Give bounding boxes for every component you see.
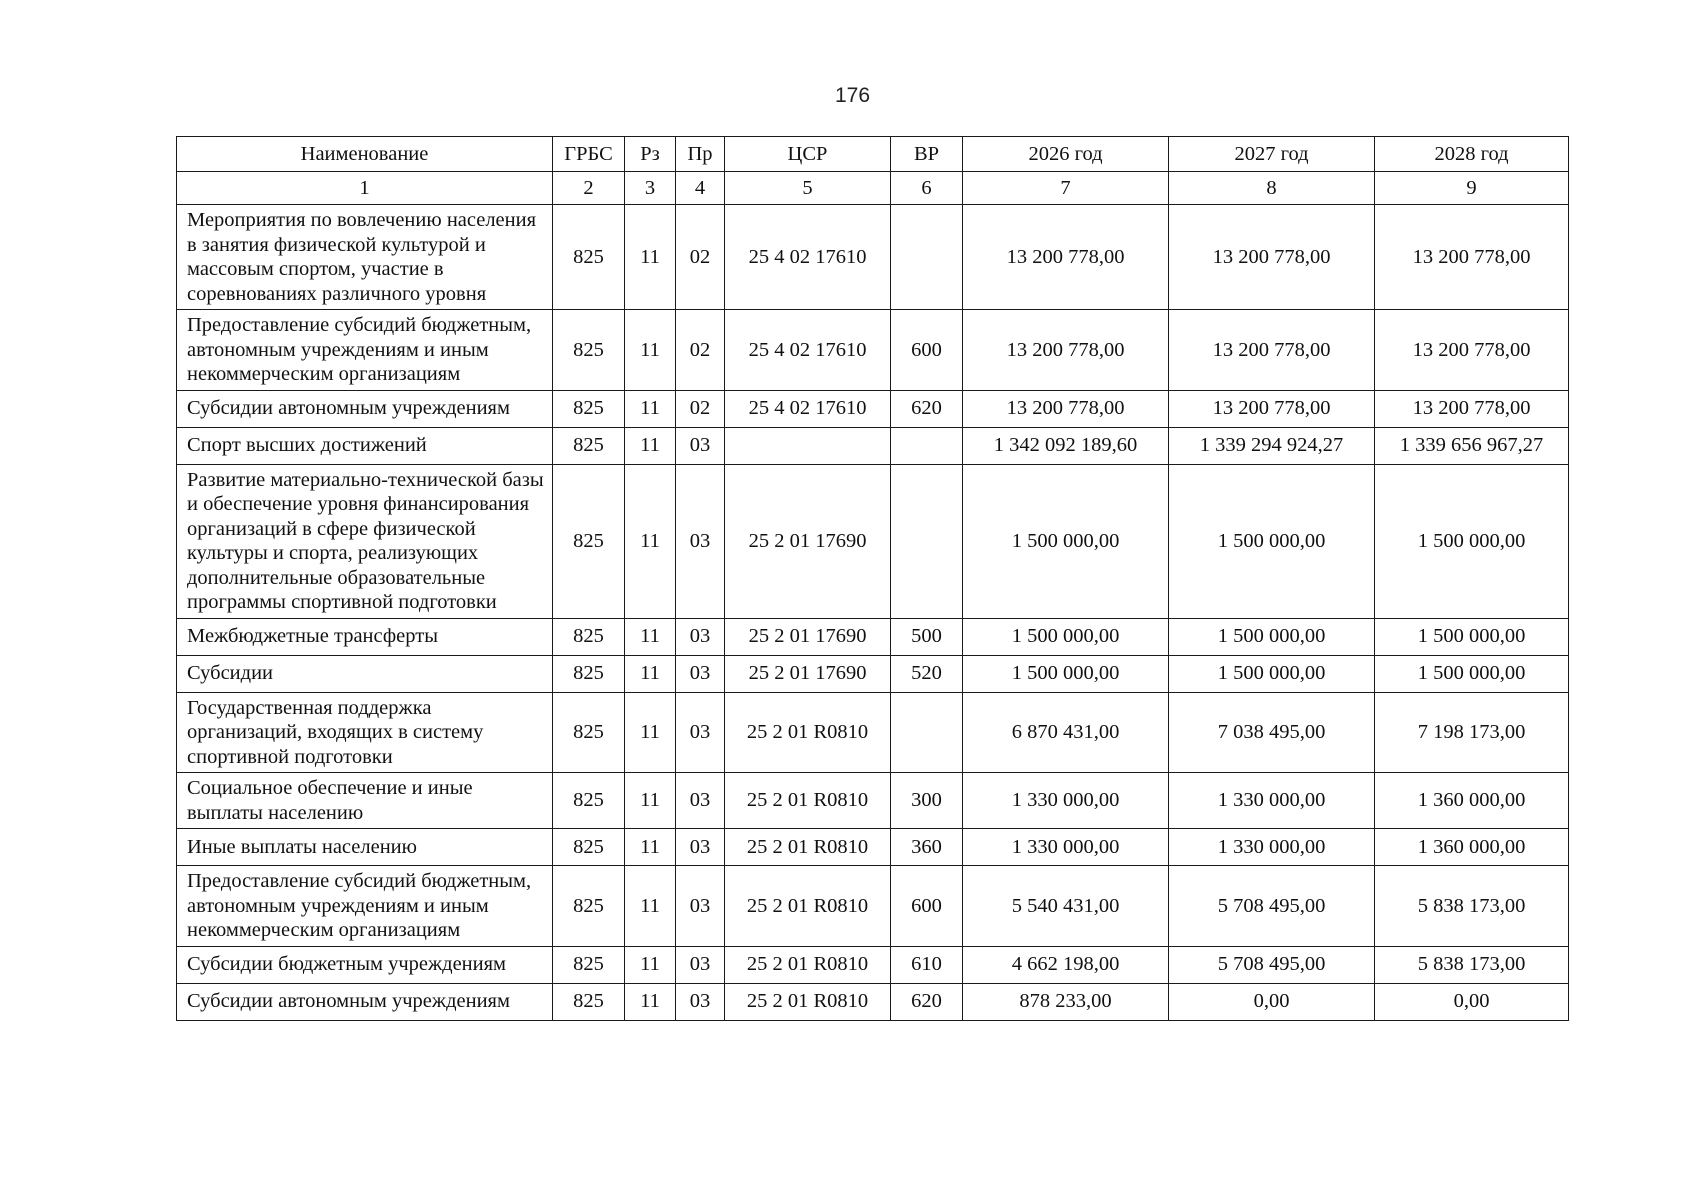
row-2028: 5 838 173,00 xyxy=(1375,866,1569,947)
row-csr: 25 2 01 17690 xyxy=(725,464,891,618)
row-grbs: 825 xyxy=(553,655,625,692)
row-2026: 878 233,00 xyxy=(963,983,1169,1020)
table-row xyxy=(177,205,1569,310)
header-name: Наименование xyxy=(177,137,553,172)
column-number: 9 xyxy=(1375,172,1569,205)
row-2027: 7 038 495,00 xyxy=(1169,692,1375,773)
row-2027: 1 500 000,00 xyxy=(1169,655,1375,692)
row-name: Предоставление субсидий бюджетным, автономным учреждениям и иным некоммерческим организациям xyxy=(177,866,553,947)
row-pr: 03 xyxy=(676,773,725,829)
row-pr: 03 xyxy=(676,983,725,1020)
row-rz: 11 xyxy=(625,866,676,947)
row-2028: 1 500 000,00 xyxy=(1375,464,1569,618)
column-number: 4 xyxy=(676,172,725,205)
row-pr: 03 xyxy=(676,655,725,692)
row-csr: 25 4 02 17610 xyxy=(725,390,891,427)
row-name: Иные выплаты населению xyxy=(177,829,553,866)
table-row xyxy=(177,773,1569,829)
row-2028: 7 198 173,00 xyxy=(1375,692,1569,773)
row-2027: 5 708 495,00 xyxy=(1169,866,1375,947)
column-number: 3 xyxy=(625,172,676,205)
row-2026: 13 200 778,00 xyxy=(963,205,1169,310)
row-rz: 11 xyxy=(625,205,676,310)
row-grbs: 825 xyxy=(553,205,625,310)
row-2027: 1 339 294 924,27 xyxy=(1169,427,1375,464)
row-csr: 25 4 02 17610 xyxy=(725,205,891,310)
row-csr: 25 2 01 17690 xyxy=(725,618,891,655)
row-pr: 03 xyxy=(676,618,725,655)
column-number: 7 xyxy=(963,172,1169,205)
row-2027: 1 500 000,00 xyxy=(1169,464,1375,618)
table-row xyxy=(177,983,1569,1020)
row-2028: 13 200 778,00 xyxy=(1375,310,1569,391)
row-rz: 11 xyxy=(625,692,676,773)
row-vr: 620 xyxy=(891,983,963,1020)
page-number: 176 xyxy=(834,84,871,107)
row-vr: 600 xyxy=(891,310,963,391)
row-2028: 1 500 000,00 xyxy=(1375,655,1569,692)
header-rz: Рз xyxy=(625,137,676,172)
header-grbs: ГРБС xyxy=(553,137,625,172)
budget-table xyxy=(176,136,1569,1021)
row-csr: 25 2 01 R0810 xyxy=(725,829,891,866)
row-2028: 13 200 778,00 xyxy=(1375,390,1569,427)
row-2028: 13 200 778,00 xyxy=(1375,205,1569,310)
row-csr xyxy=(725,427,891,464)
row-2027: 5 708 495,00 xyxy=(1169,946,1375,983)
row-grbs: 825 xyxy=(553,618,625,655)
row-2027: 13 200 778,00 xyxy=(1169,205,1375,310)
row-2028: 5 838 173,00 xyxy=(1375,946,1569,983)
row-rz: 11 xyxy=(625,773,676,829)
row-vr: 360 xyxy=(891,829,963,866)
row-2028: 1 500 000,00 xyxy=(1375,618,1569,655)
row-csr: 25 2 01 R0810 xyxy=(725,692,891,773)
row-2027: 1 500 000,00 xyxy=(1169,618,1375,655)
row-name: Государственная поддержка организаций, входящих в систему спортивной подготовки xyxy=(177,692,553,773)
row-csr: 25 2 01 R0810 xyxy=(725,983,891,1020)
row-2026: 6 870 431,00 xyxy=(963,692,1169,773)
row-vr xyxy=(891,464,963,618)
row-csr: 25 2 01 R0810 xyxy=(725,866,891,947)
row-grbs: 825 xyxy=(553,946,625,983)
row-pr: 03 xyxy=(676,464,725,618)
row-2026: 1 500 000,00 xyxy=(963,464,1169,618)
row-csr: 25 2 01 R0810 xyxy=(725,773,891,829)
row-vr: 610 xyxy=(891,946,963,983)
row-name: Субсидии xyxy=(177,655,553,692)
row-rz: 11 xyxy=(625,464,676,618)
row-grbs: 825 xyxy=(553,829,625,866)
row-name: Развитие материально-технической базы и обеспечение уровня финансирования организаций в сфере физической культуры и спорта, реализующих дополнительные образовательные программы спортивной подготовки xyxy=(177,464,553,618)
table-row xyxy=(177,866,1569,947)
row-2028: 1 360 000,00 xyxy=(1375,829,1569,866)
table-row xyxy=(177,390,1569,427)
row-name: Мероприятия по вовлечению населения в занятия физической культурой и массовым спортом, участие в соревнованиях различного уровня xyxy=(177,205,553,310)
row-2027: 13 200 778,00 xyxy=(1169,310,1375,391)
row-rz: 11 xyxy=(625,618,676,655)
table-row xyxy=(177,464,1569,618)
row-pr: 02 xyxy=(676,390,725,427)
row-vr: 520 xyxy=(891,655,963,692)
row-pr: 02 xyxy=(676,310,725,391)
row-rz: 11 xyxy=(625,946,676,983)
row-2028: 1 360 000,00 xyxy=(1375,773,1569,829)
row-2027: 1 330 000,00 xyxy=(1169,773,1375,829)
header-pr: Пр xyxy=(676,137,725,172)
row-grbs: 825 xyxy=(553,773,625,829)
row-name: Социальное обеспечение и иные выплаты населению xyxy=(177,773,553,829)
header-vr: ВР xyxy=(891,137,963,172)
row-csr: 25 2 01 R0810 xyxy=(725,946,891,983)
row-2028: 1 339 656 967,27 xyxy=(1375,427,1569,464)
row-pr: 03 xyxy=(676,692,725,773)
row-grbs: 825 xyxy=(553,866,625,947)
row-rz: 11 xyxy=(625,427,676,464)
row-csr: 25 2 01 17690 xyxy=(725,655,891,692)
header-2028: 2028 год xyxy=(1375,137,1569,172)
row-pr: 03 xyxy=(676,866,725,947)
column-number: 5 xyxy=(725,172,891,205)
row-vr: 600 xyxy=(891,866,963,947)
row-grbs: 825 xyxy=(553,427,625,464)
row-name: Спорт высших достижений xyxy=(177,427,553,464)
row-name: Субсидии бюджетным учреждениям xyxy=(177,946,553,983)
row-2026: 1 342 092 189,60 xyxy=(963,427,1169,464)
table-row xyxy=(177,655,1569,692)
column-number: 1 xyxy=(177,172,553,205)
row-2026: 13 200 778,00 xyxy=(963,390,1169,427)
row-name: Субсидии автономным учреждениям xyxy=(177,983,553,1020)
row-vr xyxy=(891,205,963,310)
row-pr: 03 xyxy=(676,946,725,983)
row-csr: 25 4 02 17610 xyxy=(725,310,891,391)
column-number-row xyxy=(177,172,1569,205)
row-2026: 1 330 000,00 xyxy=(963,829,1169,866)
row-2027: 13 200 778,00 xyxy=(1169,390,1375,427)
row-grbs: 825 xyxy=(553,390,625,427)
table-row xyxy=(177,946,1569,983)
row-2028: 0,00 xyxy=(1375,983,1569,1020)
row-grbs: 825 xyxy=(553,983,625,1020)
row-vr xyxy=(891,427,963,464)
row-name: Предоставление субсидий бюджетным, автономным учреждениям и иным некоммерческим организациям xyxy=(177,310,553,391)
column-number: 2 xyxy=(553,172,625,205)
row-pr: 02 xyxy=(676,205,725,310)
row-vr xyxy=(891,692,963,773)
header-2026: 2026 год xyxy=(963,137,1169,172)
row-rz: 11 xyxy=(625,310,676,391)
header-csr: ЦСР xyxy=(725,137,891,172)
table-row xyxy=(177,310,1569,391)
table-row xyxy=(177,427,1569,464)
row-name: Межбюджетные трансферты xyxy=(177,618,553,655)
row-2027: 0,00 xyxy=(1169,983,1375,1020)
row-vr: 500 xyxy=(891,618,963,655)
row-2027: 1 330 000,00 xyxy=(1169,829,1375,866)
row-2026: 5 540 431,00 xyxy=(963,866,1169,947)
row-rz: 11 xyxy=(625,983,676,1020)
row-vr: 300 xyxy=(891,773,963,829)
row-grbs: 825 xyxy=(553,692,625,773)
table-header-row xyxy=(177,137,1569,172)
column-number: 6 xyxy=(891,172,963,205)
table-row xyxy=(177,829,1569,866)
row-pr: 03 xyxy=(676,427,725,464)
row-2026: 4 662 198,00 xyxy=(963,946,1169,983)
row-vr: 620 xyxy=(891,390,963,427)
row-2026: 1 500 000,00 xyxy=(963,655,1169,692)
row-grbs: 825 xyxy=(553,464,625,618)
row-name: Субсидии автономным учреждениям xyxy=(177,390,553,427)
row-rz: 11 xyxy=(625,829,676,866)
row-pr: 03 xyxy=(676,829,725,866)
header-2027: 2027 год xyxy=(1169,137,1375,172)
table-row xyxy=(177,618,1569,655)
row-rz: 11 xyxy=(625,655,676,692)
row-2026: 1 500 000,00 xyxy=(963,618,1169,655)
row-rz: 11 xyxy=(625,390,676,427)
column-number: 8 xyxy=(1169,172,1375,205)
row-2026: 13 200 778,00 xyxy=(963,310,1169,391)
row-grbs: 825 xyxy=(553,310,625,391)
row-2026: 1 330 000,00 xyxy=(963,773,1169,829)
table-row xyxy=(177,692,1569,773)
